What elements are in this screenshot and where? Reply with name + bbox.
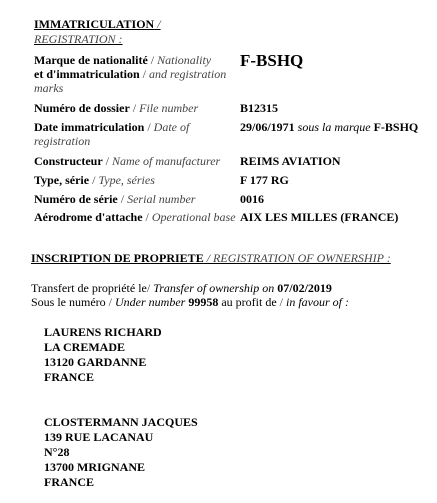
label-registration-en: and registration marks bbox=[34, 67, 227, 95]
label-reg-date-en: Date of registration bbox=[34, 120, 190, 148]
value-registration-mark: F-BSHQ bbox=[240, 51, 304, 70]
label-manufacturer-en: Name of manufacturer bbox=[112, 154, 221, 168]
label-registration-fr: et d'immatriculation bbox=[34, 67, 140, 81]
value-reg-date-mark: F-BSHQ bbox=[373, 120, 419, 134]
owner-name: CLOSTERMANN JACQUES bbox=[44, 415, 198, 429]
transfer-label-en: Transfer of ownership on bbox=[153, 281, 275, 295]
registration-number: 99958 bbox=[188, 295, 219, 309]
label-serial-en: Serial number bbox=[127, 192, 196, 206]
owner-block bbox=[44, 325, 162, 385]
value-manufacturer: REIMS AVIATION bbox=[240, 154, 341, 168]
favour-label-en: in favour of : bbox=[286, 295, 349, 309]
label-file-number-en: File number bbox=[139, 101, 199, 115]
registration-section-subtitle bbox=[34, 32, 123, 46]
transfer-date: 07/02/2019 bbox=[277, 281, 332, 295]
owner-city-line: 13120 GARDANNE bbox=[44, 355, 147, 369]
owner-name: LAURENS RICHARD bbox=[44, 325, 162, 339]
label-nationality-fr: Marque de nationalité bbox=[34, 53, 148, 67]
label-type-en: Type, séries bbox=[98, 173, 155, 187]
owner-address-line: 139 RUE LACANAU bbox=[44, 430, 154, 444]
registration-section-title: IMMATRICULATION / bbox=[34, 17, 161, 31]
value-type-series: F 177 RG bbox=[240, 173, 289, 187]
ownership-title-en: REGISTRATION OF OWNERSHIP : bbox=[213, 251, 391, 265]
value-reg-date-note: sous la marque bbox=[297, 120, 371, 134]
owner-city-line: 13700 MRIGNANE bbox=[44, 460, 145, 474]
label-serial-fr: Numéro de série bbox=[34, 192, 118, 206]
value-file-number: B12315 bbox=[240, 101, 279, 115]
value-reg-date: 29/06/1971 bbox=[240, 120, 295, 134]
registration-title-fr: IMMATRICULATION bbox=[34, 17, 155, 31]
registration-title-en: REGISTRATION : bbox=[34, 32, 123, 46]
owner-country: FRANCE bbox=[44, 370, 94, 384]
label-manufacturer-fr: Constructeur bbox=[34, 154, 103, 168]
label-file-number-fr: Numéro de dossier bbox=[34, 101, 130, 115]
label-reg-date-fr: Date immatriculation bbox=[34, 120, 145, 134]
label-base-fr: Aérodrome d'attache bbox=[34, 210, 143, 224]
value-serial-number: 0016 bbox=[240, 192, 264, 206]
favour-label-fr: au profit de bbox=[221, 295, 277, 309]
owner-block bbox=[44, 415, 198, 490]
number-line: Sous le numéro / Under number 99958 au profit de / in favour of : bbox=[31, 295, 349, 309]
value-operational-base: AIX LES MILLES (FRANCE) bbox=[240, 210, 399, 224]
label-nationality-en: Nationality bbox=[157, 53, 212, 67]
owner-address-line: LA CREMADE bbox=[44, 340, 126, 354]
label-type-fr: Type, série bbox=[34, 173, 90, 187]
number-label-en: Under number bbox=[115, 295, 186, 309]
ownership-title-fr: INSCRIPTION DE PROPRIETE bbox=[31, 251, 204, 265]
transfer-line: Transfert de propriété le/ Transfer of ownership on 07/02/2019 bbox=[31, 281, 332, 295]
transfer-label-fr: Transfert de propriété le bbox=[31, 281, 147, 295]
owner-address-line: N°28 bbox=[44, 445, 70, 459]
owner-country: FRANCE bbox=[44, 475, 94, 489]
ownership-section-title: INSCRIPTION DE PROPRIETE / REGISTRATION OF OWNERSHIP : bbox=[31, 251, 391, 265]
number-label-fr: Sous le numéro bbox=[31, 295, 106, 309]
label-base-en: Operational base bbox=[151, 210, 236, 224]
